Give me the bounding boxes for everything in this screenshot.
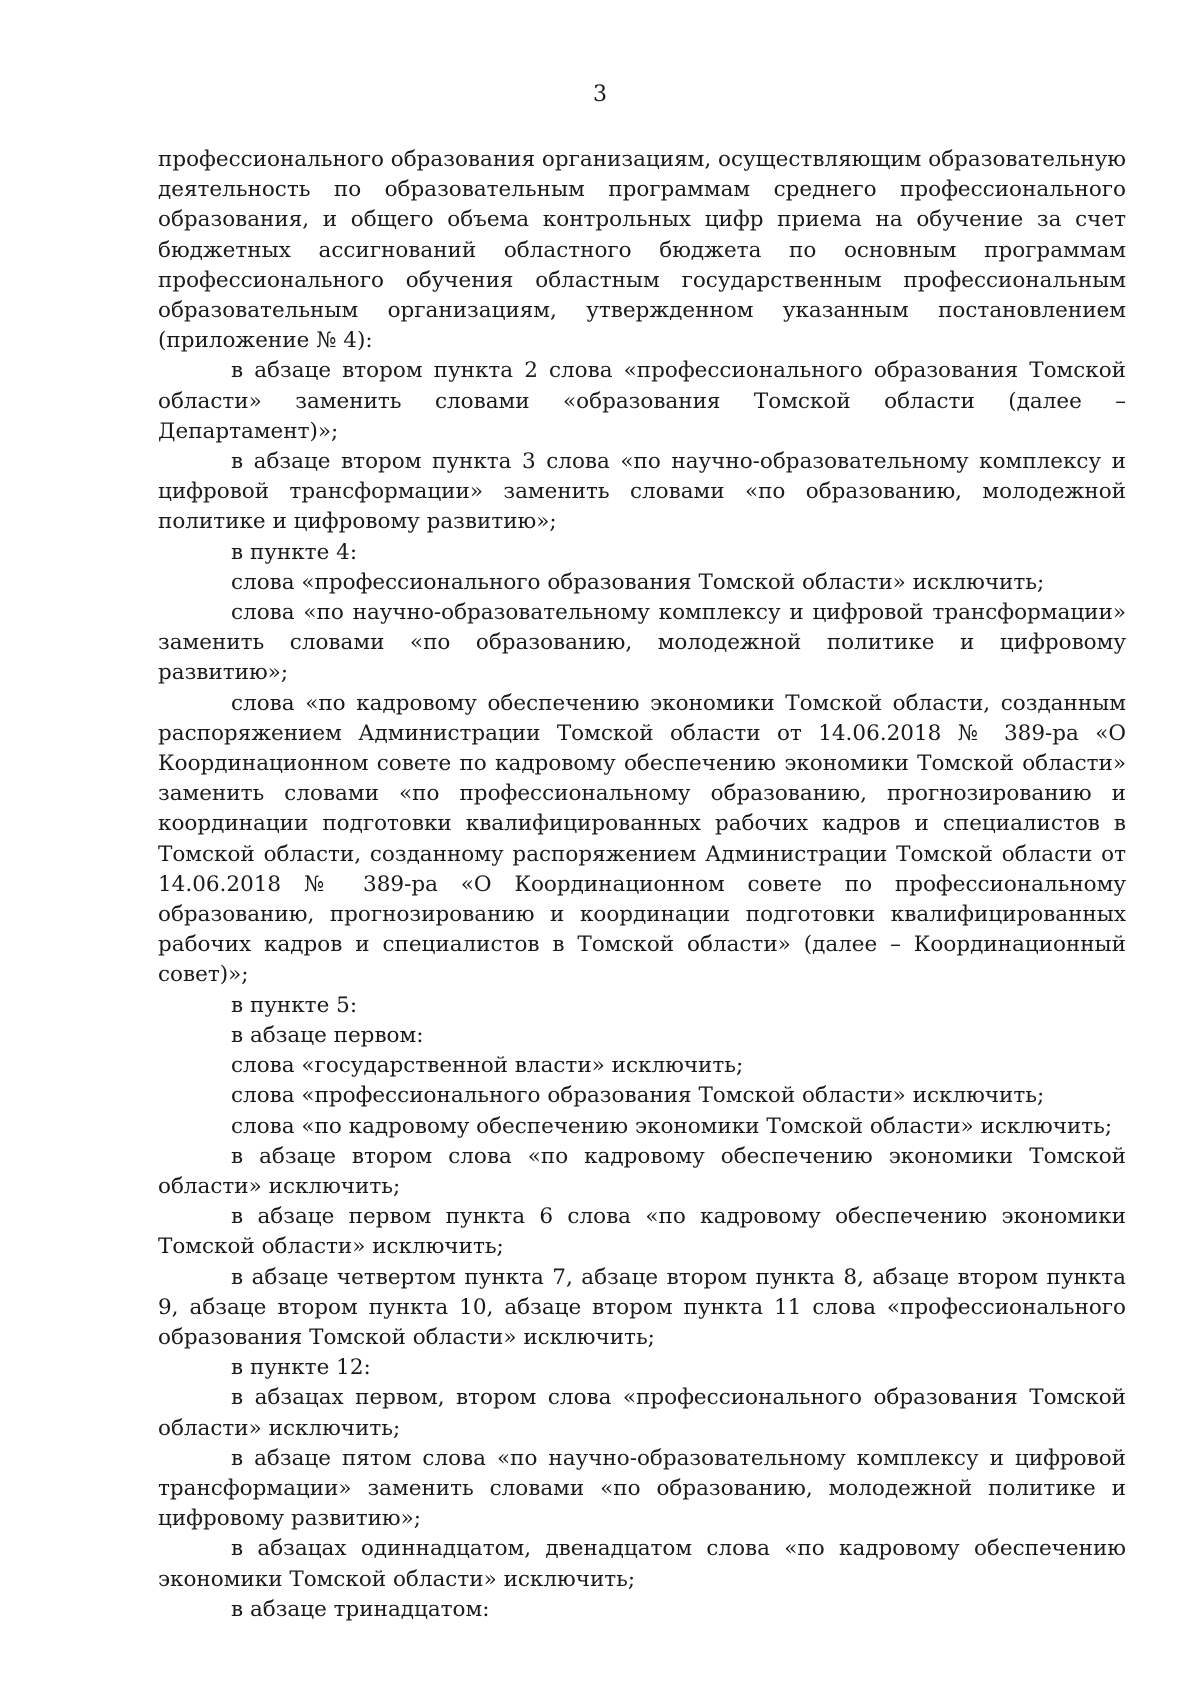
paragraph: в абзацах первом, втором слова «профессионального образования Томской области» исключить; <box>158 1385 1126 1441</box>
paragraph: в абзаце первом: <box>231 1022 424 1048</box>
page-number: 3 <box>593 82 607 107</box>
paragraph: в абзаце первом пункта 6 слова «по кадровому обеспечению экономики Томской области» исключить; <box>158 1204 1126 1260</box>
paragraph: профессионального образования организациям, осуществляющим образовательную деятельность по образовательным программам среднего профессионального образования, и общего объема контрольных цифр приема на обучение за счет бюджетных ассигнований областного бюджета по основным программам профессионального обучения областным государственным профессиональным образовательным организациям, утвержденном указанным постановлением (приложение № 4): <box>158 147 1126 354</box>
paragraph: слова «профессионального образования Томской области» исключить; <box>231 569 1045 595</box>
paragraph: в абзаце четвертом пункта 7, абзаце втором пункта 8, абзаце втором пункта 9, абзаце втором пункта 10, абзаце втором пункта 11 слова «профессионального образования Томской области» исключить; <box>158 1264 1126 1350</box>
paragraph: слова «по кадровому обеспечению экономики Томской области, созданным распоряжением Администрации Томской области от 14.06.2018 № 389-ра «О Координационном совете по кадровому обеспечению экономики Томской области» заменить словами «по профессиональному образованию, прогнозированию и координации подготовки квалифицированных рабочих кадров и специалистов в Томской области, созданному распоряжением Администрации Томской области от 14.06.2018 № 389-ра «О Координационном совете по профессиональному образованию, прогнозированию и координации подготовки квалифицированных рабочих кадров и специалистов в Томской области» (далее – Координационный совет)»; <box>158 690 1126 988</box>
paragraph: в абзаце втором пункта 2 слова «профессионального образования Томской области» заменить словами «образования Томской области (далее – Департамент)»; <box>158 358 1126 444</box>
paragraph: в абзаце пятом слова «по научно-образовательному комплексу и цифровой трансформации» заменить словами «по образованию, молодежной политике и цифровому развитию»; <box>158 1445 1126 1532</box>
document-body <box>158 145 1126 1625</box>
paragraph: слова «по научно-образовательному комплексу и цифровой трансформации» заменить словами «по образованию, молодежной политике и цифровому развитию»; <box>158 600 1126 686</box>
paragraph: слова «по кадровому обеспечению экономики Томской области» исключить; <box>231 1113 1113 1139</box>
paragraph: в пункте 5: <box>231 992 358 1018</box>
paragraph: в абзаце втором пункта 3 слова «по научно-образовательному комплексу и цифровой трансформации» заменить словами «по образованию, молодежной политике и цифровому развитию»; <box>158 449 1126 535</box>
paragraph: слова «профессионального образования Томской области» исключить; <box>231 1083 1045 1109</box>
paragraph: в абзаце тринадцатом: <box>231 1596 490 1622</box>
paragraph: в абзацах одиннадцатом, двенадцатом слова «по кадровому обеспечению экономики Томской области» исключить; <box>158 1536 1126 1592</box>
paragraph: в абзаце втором слова «по кадровому обеспечению экономики Томской области» исключить; <box>158 1143 1126 1199</box>
paragraph: в пункте 12: <box>231 1355 371 1381</box>
paragraph: в пункте 4: <box>231 539 358 565</box>
paragraph: слова «государственной власти» исключить; <box>231 1053 744 1079</box>
